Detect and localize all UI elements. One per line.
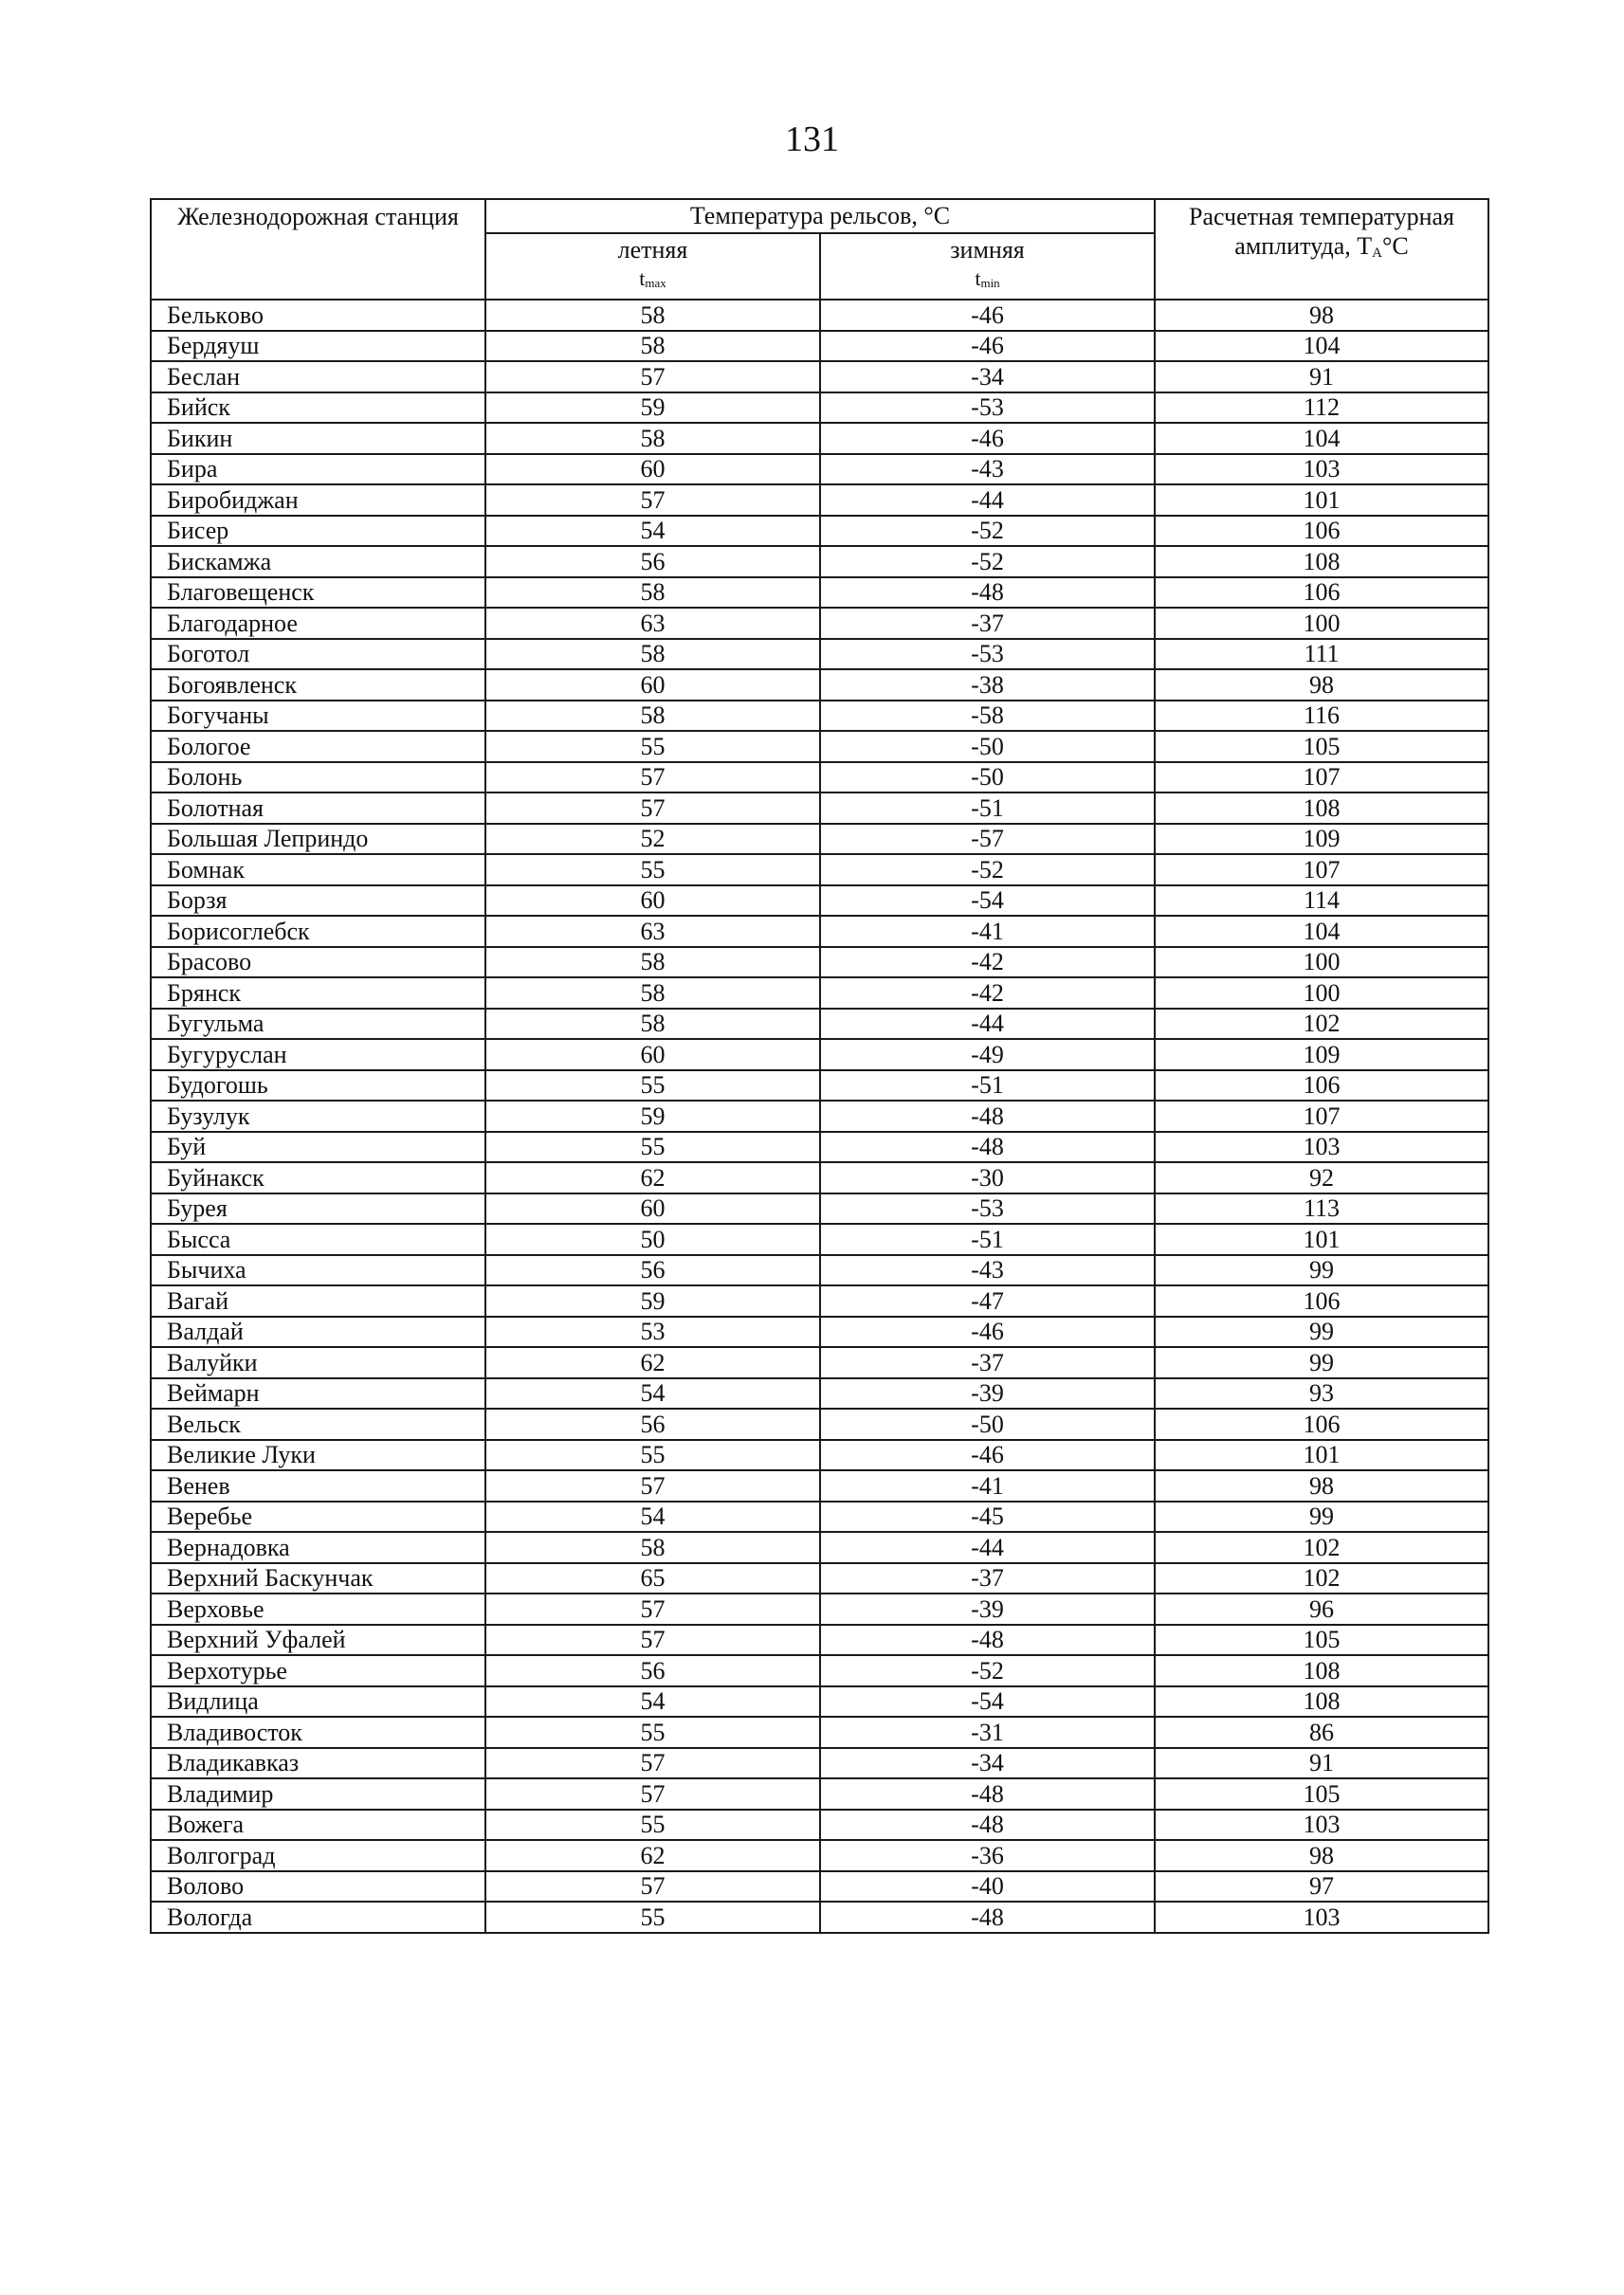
station-cell: Бикин bbox=[151, 423, 485, 454]
table-row bbox=[151, 300, 1488, 331]
summer-temp-cell: 57 bbox=[485, 1778, 820, 1810]
winter-temp-cell: -46 bbox=[820, 1440, 1155, 1471]
winter-temp-cell: -39 bbox=[820, 1594, 1155, 1625]
table-row bbox=[151, 1686, 1488, 1718]
table-row bbox=[151, 792, 1488, 824]
summer-temp-cell: 57 bbox=[485, 1594, 820, 1625]
amplitude-cell: 98 bbox=[1155, 1840, 1488, 1871]
table-row bbox=[151, 1717, 1488, 1748]
table-row bbox=[151, 947, 1488, 978]
amplitude-cell: 111 bbox=[1155, 639, 1488, 670]
winter-temp-cell: -38 bbox=[820, 669, 1155, 701]
summer-temp-cell: 62 bbox=[485, 1162, 820, 1193]
station-cell: Верхний Баскунчак bbox=[151, 1563, 485, 1594]
amplitude-cell: 103 bbox=[1155, 454, 1488, 485]
table-row bbox=[151, 484, 1488, 516]
station-cell: Владивосток bbox=[151, 1717, 485, 1748]
station-cell: Вологда bbox=[151, 1902, 485, 1933]
winter-temp-cell: -53 bbox=[820, 639, 1155, 670]
summer-temp-cell: 55 bbox=[485, 1902, 820, 1933]
table-row bbox=[151, 854, 1488, 885]
table-row bbox=[151, 1039, 1488, 1070]
winter-temp-cell: -51 bbox=[820, 1224, 1155, 1255]
station-cell: Валуйки bbox=[151, 1347, 485, 1378]
summer-temp-cell: 52 bbox=[485, 824, 820, 855]
station-cell: Богучаны bbox=[151, 701, 485, 732]
station-cell: Бычиха bbox=[151, 1255, 485, 1286]
winter-temp-cell: -52 bbox=[820, 546, 1155, 577]
winter-temp-cell: -41 bbox=[820, 916, 1155, 947]
summer-temp-cell: 58 bbox=[485, 701, 820, 732]
header-amplitude bbox=[1155, 199, 1488, 300]
page-number: 131 bbox=[785, 119, 839, 159]
header-summer-symbol bbox=[486, 264, 819, 298]
amplitude-cell: 99 bbox=[1155, 1255, 1488, 1286]
table-row bbox=[151, 669, 1488, 701]
station-cell: Белькoво bbox=[151, 300, 485, 331]
station-cell: Брянск bbox=[151, 977, 485, 1009]
amplitude-cell: 91 bbox=[1155, 1748, 1488, 1779]
summer-temp-cell: 57 bbox=[485, 792, 820, 824]
station-cell: Брасово bbox=[151, 947, 485, 978]
winter-temp-cell: -48 bbox=[820, 1902, 1155, 1933]
summer-temp-cell: 58 bbox=[485, 331, 820, 362]
station-cell: Бугульма bbox=[151, 1009, 485, 1040]
amplitude-cell: 98 bbox=[1155, 669, 1488, 701]
header-winter-symbol bbox=[821, 264, 1154, 298]
station-cell: Вожега bbox=[151, 1810, 485, 1841]
table-row bbox=[151, 1378, 1488, 1410]
amplitude-cell: 97 bbox=[1155, 1871, 1488, 1903]
summer-temp-cell: 56 bbox=[485, 1655, 820, 1686]
table-row bbox=[151, 1409, 1488, 1440]
summer-temp-cell: 55 bbox=[485, 1440, 820, 1471]
table-row bbox=[151, 608, 1488, 639]
station-cell: Бискамжа bbox=[151, 546, 485, 577]
summer-temp-cell: 59 bbox=[485, 1101, 820, 1132]
table-row bbox=[151, 1502, 1488, 1533]
header-summer bbox=[485, 233, 820, 300]
table-row bbox=[151, 1902, 1488, 1933]
summer-temp-cell: 58 bbox=[485, 947, 820, 978]
header-winter-label: зимняя bbox=[950, 236, 1025, 264]
station-cell: Волово bbox=[151, 1871, 485, 1903]
header-winter-symbol-t: t bbox=[975, 266, 981, 290]
station-cell: Великие Луки bbox=[151, 1440, 485, 1471]
table-row bbox=[151, 1840, 1488, 1871]
station-cell: Богоявленск bbox=[151, 669, 485, 701]
station-cell: Буй bbox=[151, 1132, 485, 1163]
summer-temp-cell: 58 bbox=[485, 639, 820, 670]
summer-temp-cell: 60 bbox=[485, 454, 820, 485]
table-row bbox=[151, 546, 1488, 577]
table-row bbox=[151, 331, 1488, 362]
summer-temp-cell: 55 bbox=[485, 1810, 820, 1841]
amplitude-cell: 106 bbox=[1155, 1409, 1488, 1440]
summer-temp-cell: 55 bbox=[485, 1717, 820, 1748]
summer-temp-cell: 59 bbox=[485, 392, 820, 424]
station-cell: Видлица bbox=[151, 1686, 485, 1718]
summer-temp-cell: 53 bbox=[485, 1317, 820, 1348]
amplitude-cell: 104 bbox=[1155, 916, 1488, 947]
amplitude-cell: 102 bbox=[1155, 1563, 1488, 1594]
table-row bbox=[151, 1778, 1488, 1810]
winter-temp-cell: -57 bbox=[820, 824, 1155, 855]
winter-temp-cell: -48 bbox=[820, 1625, 1155, 1656]
amplitude-cell: 116 bbox=[1155, 701, 1488, 732]
amplitude-cell: 100 bbox=[1155, 977, 1488, 1009]
station-cell: Веймарн bbox=[151, 1378, 485, 1410]
station-cell: Венев bbox=[151, 1470, 485, 1502]
header-summer-label: летняя bbox=[617, 236, 688, 264]
winter-temp-cell: -44 bbox=[820, 1009, 1155, 1040]
summer-temp-cell: 58 bbox=[485, 1009, 820, 1040]
station-cell: Бурея bbox=[151, 1193, 485, 1225]
summer-temp-cell: 57 bbox=[485, 1871, 820, 1903]
header-station-label: Железнодорожная станция bbox=[177, 203, 459, 230]
summer-temp-cell: 57 bbox=[485, 762, 820, 793]
summer-temp-cell: 63 bbox=[485, 916, 820, 947]
station-cell: Бомнак bbox=[151, 854, 485, 885]
station-cell: Волгоград bbox=[151, 1840, 485, 1871]
table-row bbox=[151, 1563, 1488, 1594]
station-cell: Бердяуш bbox=[151, 331, 485, 362]
summer-temp-cell: 60 bbox=[485, 1039, 820, 1070]
winter-temp-cell: -54 bbox=[820, 1686, 1155, 1718]
winter-temp-cell: -48 bbox=[820, 1101, 1155, 1132]
summer-temp-cell: 56 bbox=[485, 1409, 820, 1440]
station-cell: Бира bbox=[151, 454, 485, 485]
winter-temp-cell: -46 bbox=[820, 1317, 1155, 1348]
amplitude-cell: 99 bbox=[1155, 1317, 1488, 1348]
winter-temp-cell: -58 bbox=[820, 701, 1155, 732]
amplitude-cell: 92 bbox=[1155, 1162, 1488, 1193]
winter-temp-cell: -37 bbox=[820, 1347, 1155, 1378]
station-cell: Будогошь bbox=[151, 1070, 485, 1102]
station-cell: Верхотурье bbox=[151, 1655, 485, 1686]
header-amplitude-unit: °С bbox=[1381, 232, 1409, 260]
summer-temp-cell: 56 bbox=[485, 546, 820, 577]
winter-temp-cell: -52 bbox=[820, 516, 1155, 547]
winter-temp-cell: -51 bbox=[820, 792, 1155, 824]
summer-temp-cell: 55 bbox=[485, 731, 820, 762]
winter-temp-cell: -48 bbox=[820, 1810, 1155, 1841]
amplitude-cell: 96 bbox=[1155, 1594, 1488, 1625]
table-row bbox=[151, 639, 1488, 670]
table-row bbox=[151, 392, 1488, 424]
station-cell: Бийск bbox=[151, 392, 485, 424]
amplitude-cell: 106 bbox=[1155, 1285, 1488, 1317]
station-cell: Биробиджан bbox=[151, 484, 485, 516]
summer-temp-cell: 60 bbox=[485, 669, 820, 701]
table-row bbox=[151, 1470, 1488, 1502]
table-row bbox=[151, 885, 1488, 917]
summer-temp-cell: 55 bbox=[485, 854, 820, 885]
table-row bbox=[151, 701, 1488, 732]
amplitude-cell: 104 bbox=[1155, 331, 1488, 362]
station-cell: Бугуруслан bbox=[151, 1039, 485, 1070]
amplitude-cell: 106 bbox=[1155, 577, 1488, 609]
amplitude-cell: 102 bbox=[1155, 1009, 1488, 1040]
station-cell: Благовещенск bbox=[151, 577, 485, 609]
station-cell: Благодарное bbox=[151, 608, 485, 639]
amplitude-cell: 113 bbox=[1155, 1193, 1488, 1225]
amplitude-cell: 109 bbox=[1155, 1039, 1488, 1070]
winter-temp-cell: -30 bbox=[820, 1162, 1155, 1193]
amplitude-cell: 108 bbox=[1155, 1655, 1488, 1686]
amplitude-cell: 101 bbox=[1155, 1440, 1488, 1471]
summer-temp-cell: 57 bbox=[485, 1748, 820, 1779]
amplitude-cell: 101 bbox=[1155, 1224, 1488, 1255]
station-cell: Верхний Уфалей bbox=[151, 1625, 485, 1656]
summer-temp-cell: 55 bbox=[485, 1070, 820, 1102]
winter-temp-cell: -44 bbox=[820, 484, 1155, 516]
station-cell: Боготол bbox=[151, 639, 485, 670]
winter-temp-cell: -43 bbox=[820, 454, 1155, 485]
winter-temp-cell: -42 bbox=[820, 947, 1155, 978]
amplitude-cell: 105 bbox=[1155, 1778, 1488, 1810]
winter-temp-cell: -50 bbox=[820, 762, 1155, 793]
header-summer-symbol-sub: max bbox=[645, 276, 666, 290]
table-row bbox=[151, 1532, 1488, 1563]
table-row bbox=[151, 977, 1488, 1009]
station-cell: Вельск bbox=[151, 1409, 485, 1440]
summer-temp-cell: 57 bbox=[485, 1470, 820, 1502]
amplitude-cell: 103 bbox=[1155, 1132, 1488, 1163]
amplitude-cell: 107 bbox=[1155, 762, 1488, 793]
station-cell: Верховье bbox=[151, 1594, 485, 1625]
amplitude-cell: 105 bbox=[1155, 1625, 1488, 1656]
winter-temp-cell: -36 bbox=[820, 1840, 1155, 1871]
rail-temperature-table bbox=[150, 198, 1489, 1934]
station-cell: Вернадовка bbox=[151, 1532, 485, 1563]
amplitude-cell: 106 bbox=[1155, 516, 1488, 547]
table-row bbox=[151, 1440, 1488, 1471]
summer-temp-cell: 60 bbox=[485, 1193, 820, 1225]
summer-temp-cell: 50 bbox=[485, 1224, 820, 1255]
amplitude-cell: 112 bbox=[1155, 392, 1488, 424]
amplitude-cell: 105 bbox=[1155, 731, 1488, 762]
winter-temp-cell: -50 bbox=[820, 731, 1155, 762]
table-row bbox=[151, 1810, 1488, 1841]
summer-temp-cell: 54 bbox=[485, 1378, 820, 1410]
table-row bbox=[151, 1255, 1488, 1286]
station-cell: Владимир bbox=[151, 1778, 485, 1810]
amplitude-cell: 104 bbox=[1155, 423, 1488, 454]
summer-temp-cell: 58 bbox=[485, 1532, 820, 1563]
amplitude-cell: 100 bbox=[1155, 947, 1488, 978]
winter-temp-cell: -53 bbox=[820, 392, 1155, 424]
summer-temp-cell: 57 bbox=[485, 1625, 820, 1656]
header-winter bbox=[820, 233, 1155, 300]
table-row bbox=[151, 1655, 1488, 1686]
header-summer-symbol-t: t bbox=[639, 266, 646, 290]
table-row bbox=[151, 1009, 1488, 1040]
winter-temp-cell: -49 bbox=[820, 1039, 1155, 1070]
station-cell: Болотная bbox=[151, 792, 485, 824]
station-cell: Борзя bbox=[151, 885, 485, 917]
summer-temp-cell: 60 bbox=[485, 885, 820, 917]
table-row bbox=[151, 1347, 1488, 1378]
table-row bbox=[151, 361, 1488, 392]
station-cell: Бологое bbox=[151, 731, 485, 762]
winter-temp-cell: -53 bbox=[820, 1193, 1155, 1225]
winter-temp-cell: -48 bbox=[820, 1132, 1155, 1163]
amplitude-cell: 109 bbox=[1155, 824, 1488, 855]
winter-temp-cell: -54 bbox=[820, 885, 1155, 917]
winter-temp-cell: -46 bbox=[820, 423, 1155, 454]
summer-temp-cell: 54 bbox=[485, 1502, 820, 1533]
winter-temp-cell: -40 bbox=[820, 1871, 1155, 1903]
winter-temp-cell: -34 bbox=[820, 1748, 1155, 1779]
table-row bbox=[151, 1193, 1488, 1225]
table-row bbox=[151, 1317, 1488, 1348]
amplitude-cell: 98 bbox=[1155, 1470, 1488, 1502]
winter-temp-cell: -37 bbox=[820, 1563, 1155, 1594]
table-row bbox=[151, 1285, 1488, 1317]
table-row bbox=[151, 1871, 1488, 1903]
station-cell: Бисер bbox=[151, 516, 485, 547]
station-cell: Бузулук bbox=[151, 1101, 485, 1132]
amplitude-cell: 103 bbox=[1155, 1902, 1488, 1933]
amplitude-cell: 108 bbox=[1155, 546, 1488, 577]
summer-temp-cell: 58 bbox=[485, 300, 820, 331]
header-amplitude-label: Расчетная температурная амплитуда, Т bbox=[1189, 203, 1455, 260]
winter-temp-cell: -44 bbox=[820, 1532, 1155, 1563]
winter-temp-cell: -48 bbox=[820, 577, 1155, 609]
summer-temp-cell: 59 bbox=[485, 1285, 820, 1317]
summer-temp-cell: 54 bbox=[485, 516, 820, 547]
summer-temp-cell: 54 bbox=[485, 1686, 820, 1718]
winter-temp-cell: -46 bbox=[820, 331, 1155, 362]
table-row bbox=[151, 516, 1488, 547]
station-cell: Борисоглебск bbox=[151, 916, 485, 947]
amplitude-cell: 108 bbox=[1155, 792, 1488, 824]
header-amplitude-sub: А bbox=[1372, 246, 1382, 261]
amplitude-cell: 103 bbox=[1155, 1810, 1488, 1841]
table-row bbox=[151, 1101, 1488, 1132]
winter-temp-cell: -52 bbox=[820, 1655, 1155, 1686]
table-row bbox=[151, 1594, 1488, 1625]
winter-temp-cell: -41 bbox=[820, 1470, 1155, 1502]
winter-temp-cell: -31 bbox=[820, 1717, 1155, 1748]
station-cell: Беслан bbox=[151, 361, 485, 392]
station-cell: Болонь bbox=[151, 762, 485, 793]
summer-temp-cell: 57 bbox=[485, 361, 820, 392]
table-row bbox=[151, 423, 1488, 454]
table-row bbox=[151, 916, 1488, 947]
station-cell: Веребье bbox=[151, 1502, 485, 1533]
summer-temp-cell: 58 bbox=[485, 423, 820, 454]
summer-temp-cell: 57 bbox=[485, 484, 820, 516]
summer-temp-cell: 56 bbox=[485, 1255, 820, 1286]
amplitude-cell: 100 bbox=[1155, 608, 1488, 639]
header-rail-temperature bbox=[485, 199, 1155, 233]
winter-temp-cell: -39 bbox=[820, 1378, 1155, 1410]
table-body bbox=[151, 300, 1488, 1933]
winter-temp-cell: -46 bbox=[820, 300, 1155, 331]
winter-temp-cell: -50 bbox=[820, 1409, 1155, 1440]
summer-temp-cell: 65 bbox=[485, 1563, 820, 1594]
summer-temp-cell: 62 bbox=[485, 1347, 820, 1378]
table-row bbox=[151, 731, 1488, 762]
table-row bbox=[151, 454, 1488, 485]
summer-temp-cell: 63 bbox=[485, 608, 820, 639]
winter-temp-cell: -43 bbox=[820, 1255, 1155, 1286]
winter-temp-cell: -52 bbox=[820, 854, 1155, 885]
table-row bbox=[151, 1224, 1488, 1255]
winter-temp-cell: -51 bbox=[820, 1070, 1155, 1102]
amplitude-cell: 108 bbox=[1155, 1686, 1488, 1718]
table-row bbox=[151, 1132, 1488, 1163]
table-row bbox=[151, 824, 1488, 855]
station-cell: Большая Леприндо bbox=[151, 824, 485, 855]
winter-temp-cell: -42 bbox=[820, 977, 1155, 1009]
amplitude-cell: 102 bbox=[1155, 1532, 1488, 1563]
amplitude-cell: 99 bbox=[1155, 1502, 1488, 1533]
station-cell: Валдай bbox=[151, 1317, 485, 1348]
amplitude-cell: 98 bbox=[1155, 300, 1488, 331]
winter-temp-cell: -47 bbox=[820, 1285, 1155, 1317]
summer-temp-cell: 58 bbox=[485, 977, 820, 1009]
amplitude-cell: 114 bbox=[1155, 885, 1488, 917]
table-row bbox=[151, 1070, 1488, 1102]
station-cell: Буйнакск bbox=[151, 1162, 485, 1193]
table-row bbox=[151, 1625, 1488, 1656]
amplitude-cell: 93 bbox=[1155, 1378, 1488, 1410]
station-cell: Бысса bbox=[151, 1224, 485, 1255]
header-rail-temperature-label: Температура рельсов, °С bbox=[689, 202, 951, 229]
header-station bbox=[151, 199, 485, 300]
summer-temp-cell: 62 bbox=[485, 1840, 820, 1871]
table-row bbox=[151, 1162, 1488, 1193]
amplitude-cell: 99 bbox=[1155, 1347, 1488, 1378]
amplitude-cell: 107 bbox=[1155, 854, 1488, 885]
winter-temp-cell: -45 bbox=[820, 1502, 1155, 1533]
header-winter-symbol-sub: min bbox=[980, 276, 1000, 290]
summer-temp-cell: 58 bbox=[485, 577, 820, 609]
amplitude-cell: 86 bbox=[1155, 1717, 1488, 1748]
station-cell: Вагай bbox=[151, 1285, 485, 1317]
station-cell: Владикавказ bbox=[151, 1748, 485, 1779]
amplitude-cell: 107 bbox=[1155, 1101, 1488, 1132]
summer-temp-cell: 55 bbox=[485, 1132, 820, 1163]
table-row bbox=[151, 762, 1488, 793]
winter-temp-cell: -48 bbox=[820, 1778, 1155, 1810]
winter-temp-cell: -34 bbox=[820, 361, 1155, 392]
amplitude-cell: 91 bbox=[1155, 361, 1488, 392]
table-row bbox=[151, 1748, 1488, 1779]
amplitude-cell: 106 bbox=[1155, 1070, 1488, 1102]
winter-temp-cell: -37 bbox=[820, 608, 1155, 639]
table-row bbox=[151, 577, 1488, 609]
amplitude-cell: 101 bbox=[1155, 484, 1488, 516]
